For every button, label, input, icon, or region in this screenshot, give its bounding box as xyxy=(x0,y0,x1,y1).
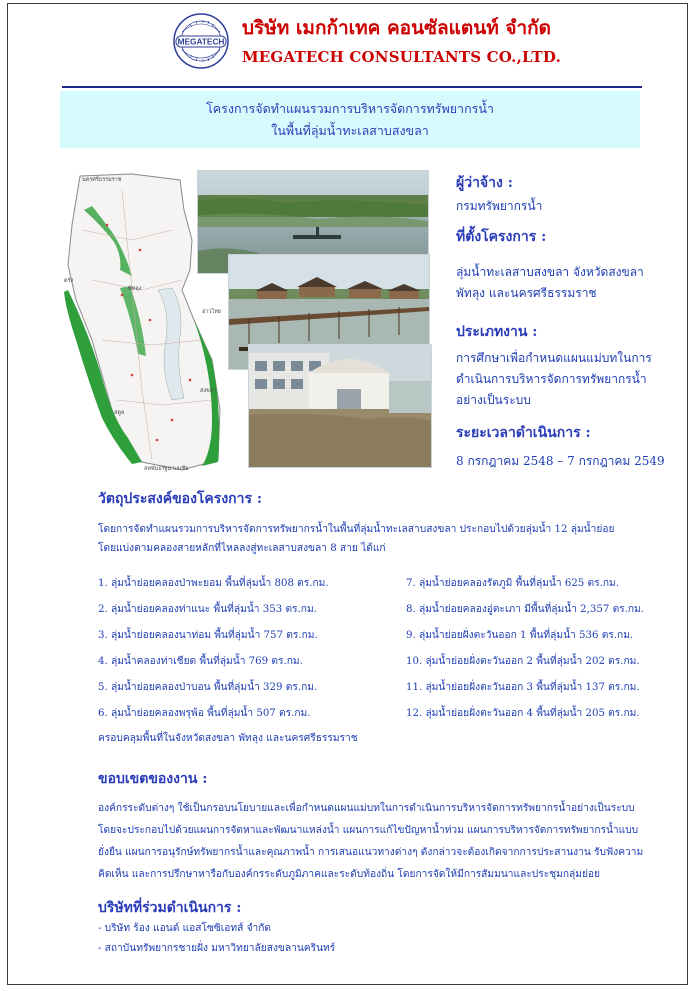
location-heading: ที่ตั้งโครงการ : xyxy=(456,229,547,245)
subbasin-item: 1. ลุ่มน้ำย่อยคลองป่าพะยอม พื้นที่ลุ่มน้ำ 808 ตร.กม. xyxy=(98,578,329,589)
subbasin-item: 7. ลุ่มน้ำย่อยคลองรัตภูมิ พื้นที่ลุ่มน้ำ 625 ตร.กม. xyxy=(406,578,619,589)
partner-item: - สถาบันทรัพยากรชายฝั่ง มหาวิทยาลัยสงขลานครินทร์ xyxy=(98,943,336,954)
subbasin-item: 2. ลุ่มน้ำย่อยคลองท่าแนะ พื้นที่ลุ่มน้ำ 353 ตร.กม. xyxy=(98,604,317,615)
company-name-thai: บริษัท เมกก้าเทค คอนซัลแตนท์ จำกัด xyxy=(242,17,551,39)
subbasin-item: 12. ลุ่มน้ำย่อยฝั่งตะวันออก 4 พื้นที่ลุ่มน้ำ 205 ตร.กม. xyxy=(406,708,640,719)
location-line1: ลุ่มน้ำทะเลสาบสงขลา จังหวัดสงขลา xyxy=(456,265,644,279)
flooded-building-photo xyxy=(248,344,432,468)
logo-text: MEGATECH xyxy=(177,36,225,47)
work-type-line1: การศึกษาเพื่อกำหนดแผนแม่บทในการ xyxy=(456,351,652,365)
map-label-gulf: อ่าวไทย xyxy=(202,309,222,315)
map-label-satun: สตูล xyxy=(114,410,125,416)
period-value: 8 กรกฎาคม 2548 – 7 กรกฎาคม 2549 xyxy=(456,454,665,468)
partner-item: - บริษัท ร้อง แอนด์ แอสโซซิเอทส์ จำกัด xyxy=(98,923,272,934)
subbasin-item: 9. ลุ่มน้ำย่อยฝั่งตะวันออก 1 พื้นที่ลุ่มน้ำ 536 ตร.กม. xyxy=(406,630,634,641)
scope-line: คิดเห็น และการปรึกษาหารือกับองค์กรระดับภูมิภาคและระดับท้องถิ่น โดยการจัดให้มีการสัมมนาและประชุมกลุ่มย่อย xyxy=(98,869,601,880)
subbasin-item: 11. ลุ่มน้ำย่อยฝั่งตะวันออก 3 พื้นที่ลุ่มน้ำ 137 ตร.กม. xyxy=(406,682,640,693)
objectives-intro-line2: โดยแบ่งตามคลองสายหลักที่ไหลลงสู่ทะเลสาบสงขลา 8 สาย ได้แก่ xyxy=(98,543,386,554)
subbasin-item: 3. ลุ่มน้ำย่อยคลองนาท่อม พื้นที่ลุ่มน้ำ 757 ตร.กม. xyxy=(98,630,318,641)
work-type-line2: ดำเนินการบริหารจัดการทรัพยากรน้ำ xyxy=(456,372,647,386)
header-divider xyxy=(62,86,642,88)
subbasin-item: 10. ลุ่มน้ำย่อยฝั่งตะวันออก 2 พื้นที่ลุ่มน้ำ 202 ตร.กม. xyxy=(406,656,640,667)
company-name-english: MEGATECH CONSULTANTS CO.,LTD. xyxy=(242,48,562,66)
project-title-line1: โครงการจัดทำแผนรวมการบริหารจัดการทรัพยากรน้ำ xyxy=(206,101,494,116)
work-type-line3: อย่างเป็นระบบ xyxy=(456,393,531,407)
map-label-phatthalung: พัทลุง xyxy=(128,286,142,292)
scope-line: ยั่งยืน แผนการอนุรักษ์ทรัพยากรน้ำและคุณภาพน้ำ การเสนอแนวทางต่างๆ ดังกล่าวจะต้องเกิดจากการประสานงาน รับฟังความ xyxy=(98,847,644,858)
objectives-heading: วัตถุประสงค์ของโครงการ : xyxy=(98,491,263,507)
scope-line: โดยจะประกอบไปด้วยแผนการจัดหาและพัฒนาแหล่งน้ำ แผนการแก้ไขปัญหาน้ำท่วม แผนการบริหารจัดการทรัพยากรน้ำแบบ xyxy=(98,825,639,836)
location-line2: พัทลุง และนครศรีธรรมราช xyxy=(456,286,597,300)
client-value: กรมทรัพยากรน้ำ xyxy=(456,199,543,213)
map-label-trang: ตรัง xyxy=(64,278,74,284)
map-label-songkhla: สงขลา xyxy=(200,388,217,394)
client-heading: ผู้ว่าจ้าง : xyxy=(456,175,513,191)
objectives-intro-line1: โดยการจัดทำแผนรวมการบริหารจัดการทรัพยากรน้ำในพื้นที่ลุ่มน้ำทะเลสาบสงขลา ประกอบไปด้วยลุ่มน้ำ 12 ลุ่มน้ำย่อย xyxy=(98,524,615,535)
scope-line: องค์กรระดับต่างๆ ใช้เป็นกรอบนโยบายและเพื่อกำหนดแผนแม่บทในการดำเนินการบริหารจัดการทรัพยากรน้ำอย่างเป็นระบบ xyxy=(98,803,635,814)
megatech-logo xyxy=(172,12,230,70)
subbasin-item: 6. ลุ่มน้ำย่อยคลองพรุพ้อ พื้นที่ลุ่มน้ำ 507 ตร.กม. xyxy=(98,708,311,719)
project-title-line2: ในพื้นที่ลุ่มน้ำทะเลสาบสงขลา xyxy=(271,123,429,138)
scope-heading: ขอบเขตของงาน : xyxy=(98,771,208,787)
subbasin-item: 5. ลุ่มน้ำย่อยคลองป่าบอน พื้นที่ลุ่มน้ำ 329 ตร.กม. xyxy=(98,682,318,693)
work-type-heading: ประเภทงาน : xyxy=(456,324,538,340)
subbasin-item: 4. ลุ่มน้ำคลองท่าเชียด พื้นที่ลุ่มน้ำ 769 ตร.กม. xyxy=(98,656,303,667)
partners-heading: บริษัทที่ร่วมดำเนินการ : xyxy=(98,900,242,916)
map-label-nakhon: นครศรีธรรมราช xyxy=(82,177,122,183)
period-heading: ระยะเวลาดำเนินการ : xyxy=(456,425,591,441)
coverage-note: ครอบคลุมพื้นที่ในจังหวัดสงขลา พัทลุง และนครศรีธรรมราช xyxy=(98,733,358,744)
map-label-malaysia: สหพันธรัฐมาเลเซีย xyxy=(144,466,189,472)
project-title-box xyxy=(60,91,640,148)
subbasin-item: 8. ลุ่มน้ำย่อยคลองอู่ตะเภา มีพื้นที่ลุ่มน้ำ 2,357 ตร.กม. xyxy=(406,604,645,615)
